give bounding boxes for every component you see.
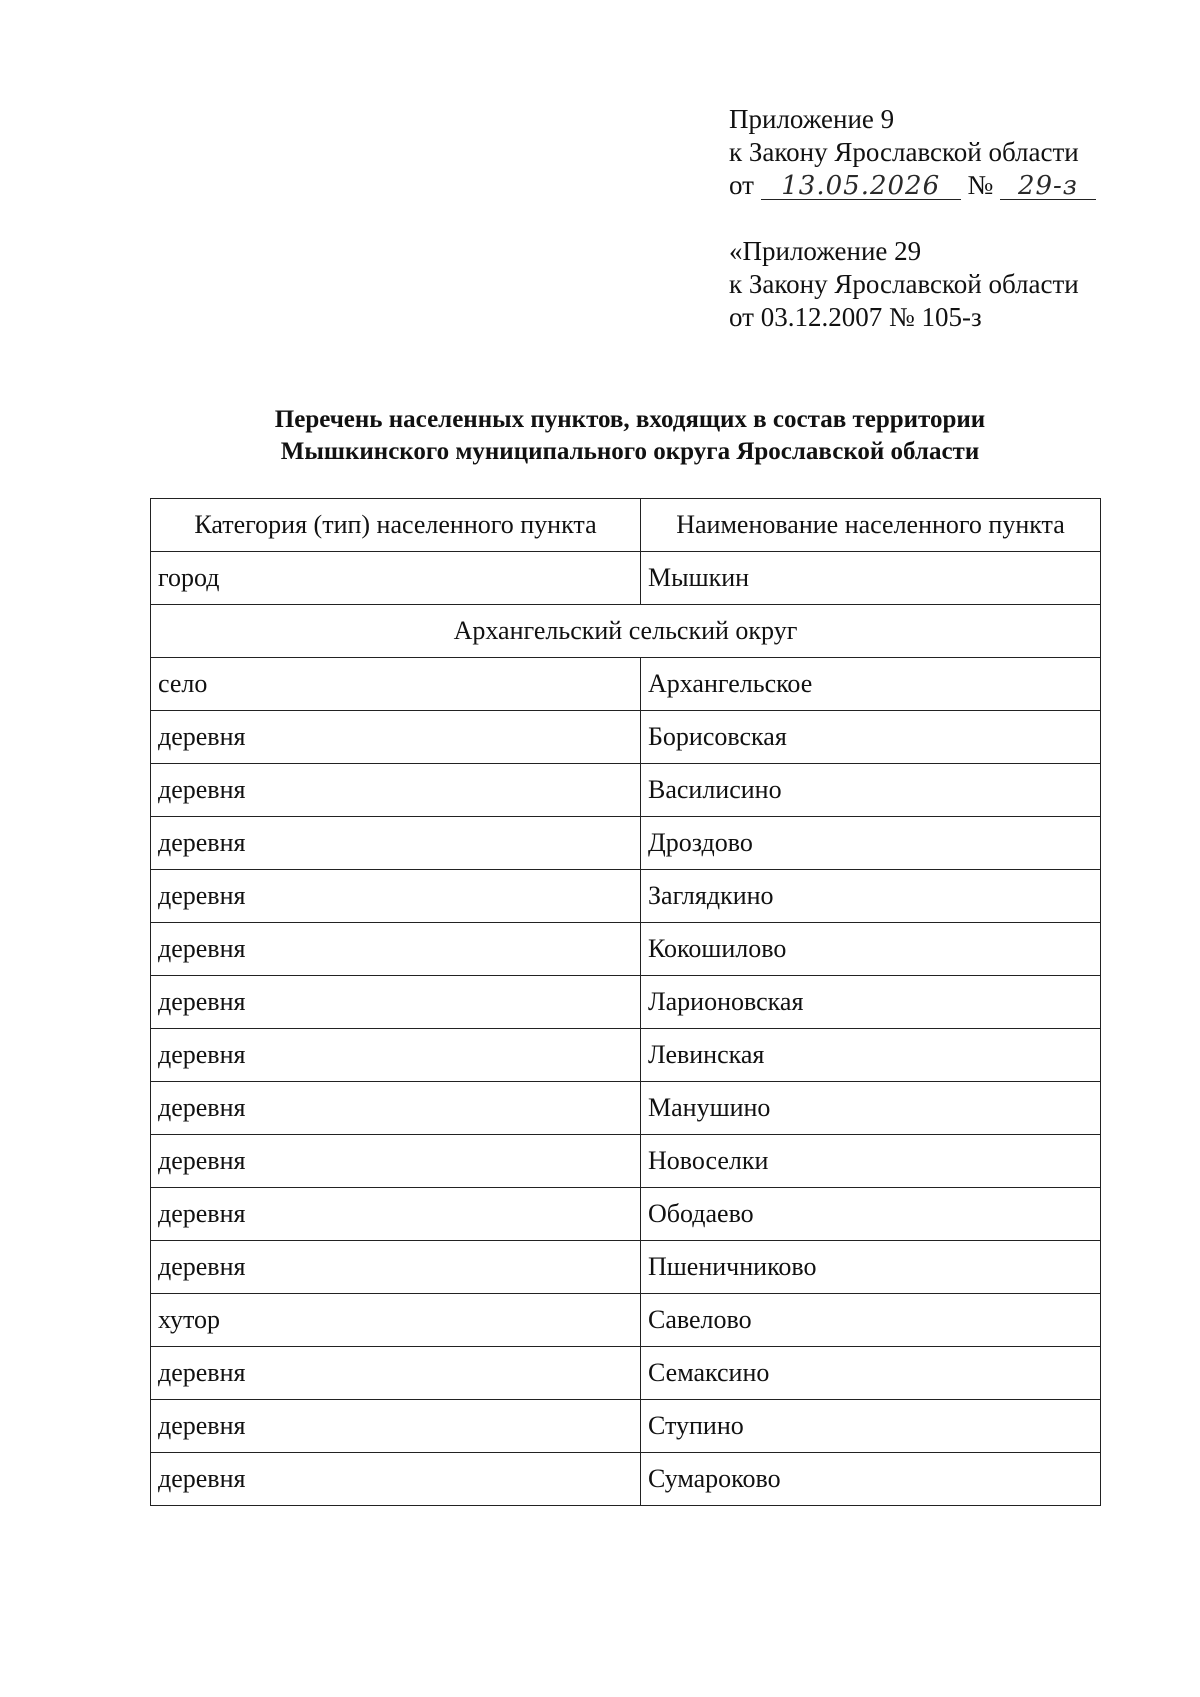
table-row [151,817,1101,870]
number-sign: № [967,170,994,200]
original-appendix-label: «Приложение 29 [729,236,922,266]
cell-name: Мышкин [641,552,1101,605]
law-date-number-line [729,169,1096,202]
document-title [150,404,1110,468]
appendix-header [729,103,1096,202]
law-reference: к Закону Ярославской области [729,137,1079,167]
cell-type: хутор [151,1294,641,1347]
cell-name: Василисино [641,764,1101,817]
cell-name: Дроздово [641,817,1101,870]
cell-type: село [151,658,641,711]
table-row [151,658,1101,711]
cell-type: деревня [151,1453,641,1506]
cell-type: город [151,552,641,605]
cell-name: Семаксино [641,1347,1101,1400]
cell-name: Сумароково [641,1453,1101,1506]
cell-name: Ступино [641,1400,1101,1453]
table-row [151,1294,1101,1347]
table-row [151,923,1101,976]
original-appendix-header [729,235,1079,334]
table-row [151,1135,1101,1188]
table-row [151,764,1101,817]
cell-type: деревня [151,976,641,1029]
table-row [151,976,1101,1029]
cell-type: деревня [151,1029,641,1082]
cell-name: Новоселки [641,1135,1101,1188]
cell-name: Ободаево [641,1188,1101,1241]
table-row [151,1082,1101,1135]
column-header-name: Наименование населенного пункта [641,499,1101,552]
cell-type: деревня [151,1082,641,1135]
cell-name: Манушино [641,1082,1101,1135]
cell-name: Савелово [641,1294,1101,1347]
cell-name: Кокошилово [641,923,1101,976]
table-row [151,870,1101,923]
cell-name: Пшеничниково [641,1241,1101,1294]
table-row-city [151,552,1101,605]
cell-type: деревня [151,1400,641,1453]
cell-type: деревня [151,817,641,870]
table-row [151,1400,1101,1453]
cell-type: деревня [151,870,641,923]
cell-type: деревня [151,1188,641,1241]
cell-type: деревня [151,1347,641,1400]
column-header-type: Категория (тип) населенного пункта [151,499,641,552]
title-line-2: Мышкинского муниципального округа Ярославской области [280,438,980,465]
section-row [151,605,1101,658]
table-row [151,1188,1101,1241]
table-row [151,1453,1101,1506]
cell-name: Борисовская [641,711,1101,764]
handwritten-date: 13.05.2026 [761,173,961,200]
cell-name: Заглядкино [641,870,1101,923]
original-law-reference: к Закону Ярославской области [729,269,1079,299]
cell-name: Левинская [641,1029,1101,1082]
title-line-1: Перечень населенных пунктов, входящих в состав территории [274,406,986,433]
cell-type: деревня [151,711,641,764]
table-row [151,1241,1101,1294]
cell-type: деревня [151,923,641,976]
cell-type: деревня [151,764,641,817]
section-title: Архангельский сельский округ [151,605,1101,658]
appendix-label: Приложение 9 [729,104,895,134]
cell-name: Архангельское [641,658,1101,711]
date-prefix: от [729,170,754,200]
table-row [151,1029,1101,1082]
cell-type: деревня [151,1241,641,1294]
cell-type: деревня [151,1135,641,1188]
cell-name: Ларионовская [641,976,1101,1029]
settlements-table [150,498,1101,1506]
table-header-row [151,499,1101,552]
table-row [151,1347,1101,1400]
original-law-date-line: от 03.12.2007 № 105-з [729,302,982,332]
handwritten-number: 29-з [1000,173,1096,200]
table-row [151,711,1101,764]
